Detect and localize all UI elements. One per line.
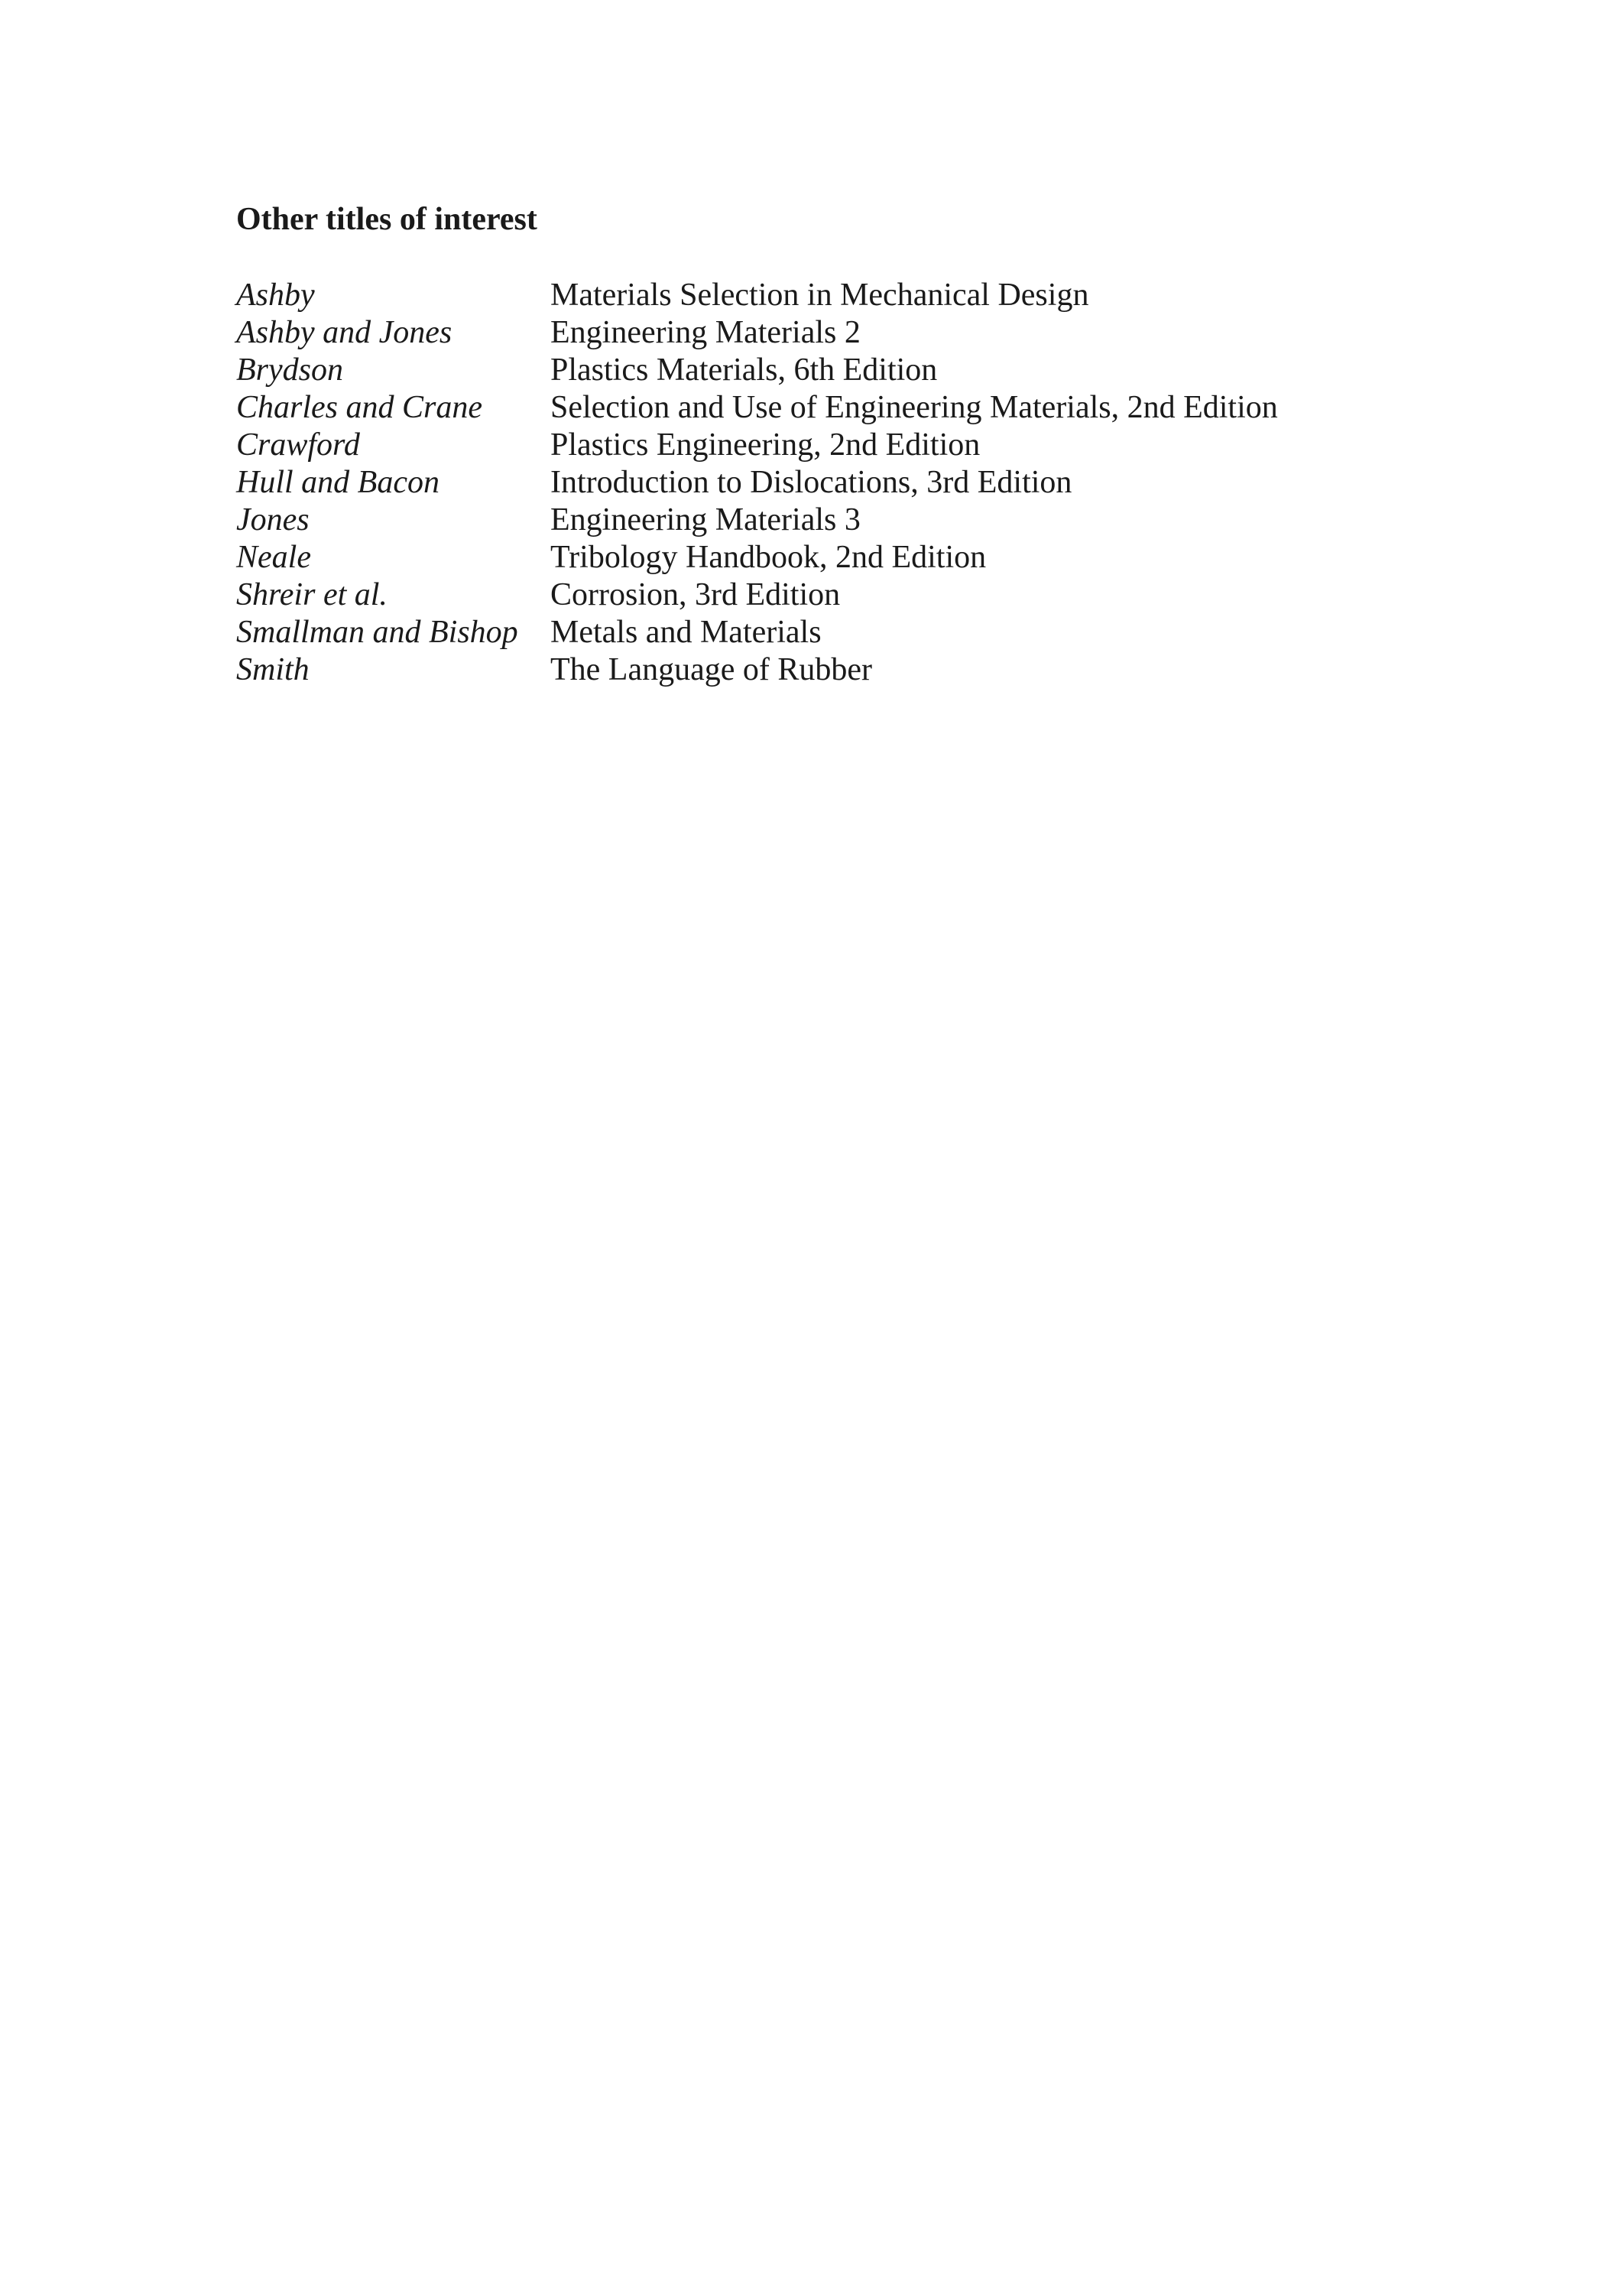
entry-title: Metals and Materials [550,615,822,650]
title-entry [236,389,1278,427]
entry-author: Charles and Crane [236,390,483,425]
entry-author: Jones [236,502,310,537]
title-entry [236,576,1278,614]
entry-author: Ashby and Jones [236,315,452,350]
title-entry [236,502,1278,539]
entry-title: The Language of Rubber [550,652,873,687]
entry-author: Neale [236,540,311,575]
title-entry [236,464,1278,502]
entry-title: Tribology Handbook, 2nd Edition [550,540,987,575]
entry-author: Smallman and Bishop [236,615,518,650]
title-entry [236,614,1278,651]
entry-author: Smith [236,652,310,687]
entry-title: Plastics Materials, 6th Edition [550,352,938,388]
entry-author: Ashby [236,278,315,313]
title-entry [236,427,1278,464]
page-heading: Other titles of interest [236,202,537,237]
title-entry [236,352,1278,389]
title-entry [236,314,1278,352]
entry-title: Engineering Materials 3 [550,502,861,537]
entry-author: Hull and Bacon [236,465,439,500]
entry-author: Crawford [236,427,360,463]
titles-list [236,277,1278,689]
entry-title: Engineering Materials 2 [550,315,861,350]
entry-title: Corrosion, 3rd Edition [550,577,841,612]
entry-title: Plastics Engineering, 2nd Edition [550,427,981,463]
entry-title: Introduction to Dislocations, 3rd Edition [550,465,1072,500]
entry-author: Brydson [236,352,343,388]
title-entry [236,277,1278,314]
entry-title: Selection and Use of Engineering Materials, 2nd Edition [550,390,1278,425]
entry-author: Shreir et al. [236,577,388,612]
title-entry [236,651,1278,689]
entry-title: Materials Selection in Mechanical Design [550,278,1089,313]
title-entry [236,539,1278,576]
